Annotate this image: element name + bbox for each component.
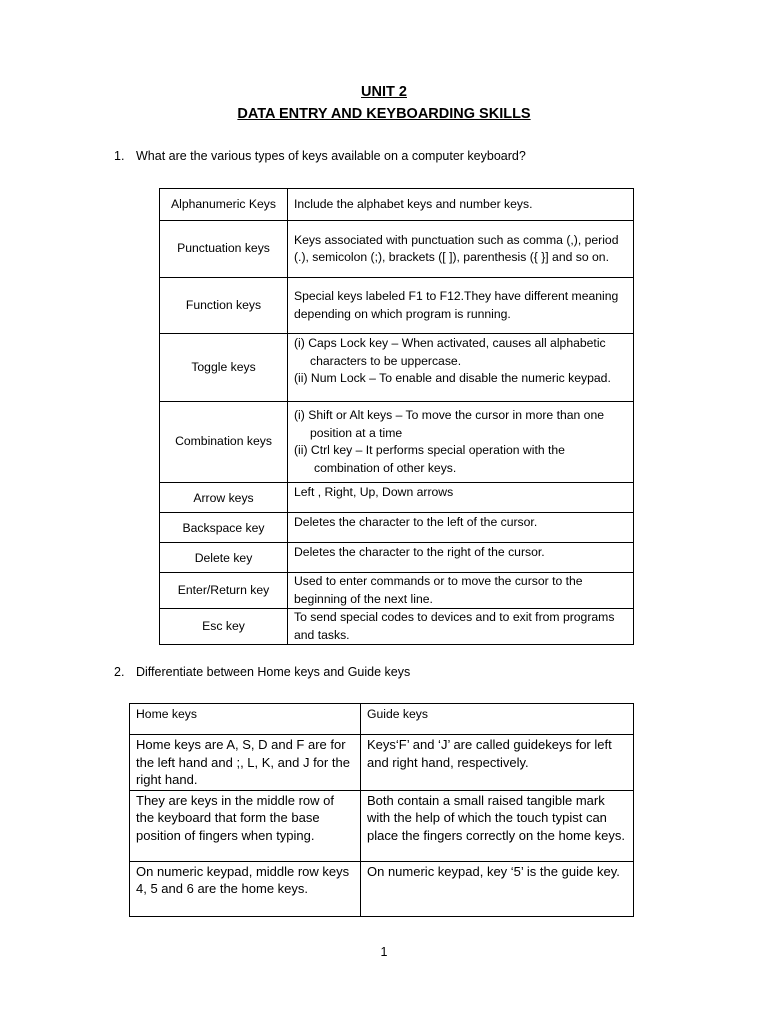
key-description: Deletes the character to the right of the cursor. — [288, 543, 634, 573]
question-2-number: 2. — [114, 665, 125, 679]
key-description: Keys associated with punctuation such as comma (,), period (.), semicolon (;), brackets ([ ]), parenthesis ({ }] and so on. — [288, 221, 634, 278]
question-1-text: What are the various types of keys available on a computer keyboard? — [136, 149, 526, 163]
page-number: 1 — [380, 945, 388, 959]
unit-title: UNIT 2 — [361, 84, 407, 100]
key-name: Combination keys — [160, 402, 288, 483]
description-line: position at a time — [310, 425, 403, 440]
question-2-text: Differentiate between Home keys and Guide keys — [136, 665, 411, 679]
table-header-row — [130, 704, 634, 735]
table-row — [160, 573, 634, 609]
key-description: Used to enter commands or to move the cursor to the beginning of the next line. — [288, 573, 634, 609]
description-line: (i) Caps Lock key – When activated, causes all alphabetic — [294, 336, 606, 350]
table-row — [130, 861, 634, 916]
key-description: Include the alphabet keys and number keys. — [288, 189, 634, 221]
key-name: Enter/Return key — [160, 573, 288, 609]
table-row — [130, 790, 634, 861]
table-cell: Both contain a small raised tangible mark with the help of which the touch typist can place the fingers correctly on the home keys. — [361, 790, 634, 861]
table-row — [160, 221, 634, 278]
key-description: Left , Right, Up, Down arrows — [288, 483, 634, 513]
keys-table — [159, 188, 634, 645]
key-name: Alphanumeric Keys — [160, 189, 288, 221]
table-row — [160, 609, 634, 645]
description-line: (i) Shift or Alt keys – To move the cursor in more than one — [294, 408, 605, 422]
key-description: Deletes the character to the left of the cursor. — [288, 513, 634, 543]
key-name: Backspace key — [160, 513, 288, 543]
home-guide-table — [129, 703, 634, 917]
table-row — [130, 735, 634, 791]
table-row — [160, 189, 634, 221]
page-heading: DATA ENTRY AND KEYBOARDING SKILLS — [237, 106, 531, 122]
table-cell: On numeric keypad, middle row keys 4, 5 and 6 are the home keys. — [130, 861, 361, 916]
table-row — [160, 483, 634, 513]
description-line: (ii) Num Lock – To enable and disable the numeric keypad. — [294, 371, 611, 385]
key-name: Esc key — [160, 609, 288, 645]
table-row — [160, 334, 634, 402]
key-description: Special keys labeled F1 to F12.They have different meaning depending on which program is running. — [288, 278, 634, 334]
question-1 — [114, 149, 526, 163]
key-name: Arrow keys — [160, 483, 288, 513]
key-name: Toggle keys — [160, 334, 288, 402]
description-line: (ii) Ctrl key – It performs special operation with the — [294, 443, 565, 457]
table-cell: On numeric keypad, key ‘5’ is the guide key. — [361, 861, 634, 916]
key-description — [288, 402, 634, 483]
key-name: Punctuation keys — [160, 221, 288, 278]
key-name: Delete key — [160, 543, 288, 573]
table-cell: Keys‘F’ and ‘J’ are called guidekeys for left and right hand, respectively. — [361, 735, 634, 791]
key-name: Function keys — [160, 278, 288, 334]
column-header: Home keys — [130, 704, 361, 735]
table-row — [160, 513, 634, 543]
key-description — [288, 334, 634, 402]
key-description: To send special codes to devices and to exit from programs and tasks. — [288, 609, 634, 645]
question-2 — [114, 665, 410, 679]
question-1-number: 1. — [114, 149, 125, 163]
table-row — [160, 543, 634, 573]
table-row — [160, 402, 634, 483]
description-line: combination of other keys. — [314, 460, 457, 475]
table-row — [160, 278, 634, 334]
description-line: characters to be uppercase. — [310, 353, 462, 368]
column-header: Guide keys — [361, 704, 634, 735]
table-cell: Home keys are A, S, D and F are for the left hand and ;, L, K, and J for the right hand. — [130, 735, 361, 791]
table-cell: They are keys in the middle row of the keyboard that form the base position of fingers when typing. — [130, 790, 361, 861]
